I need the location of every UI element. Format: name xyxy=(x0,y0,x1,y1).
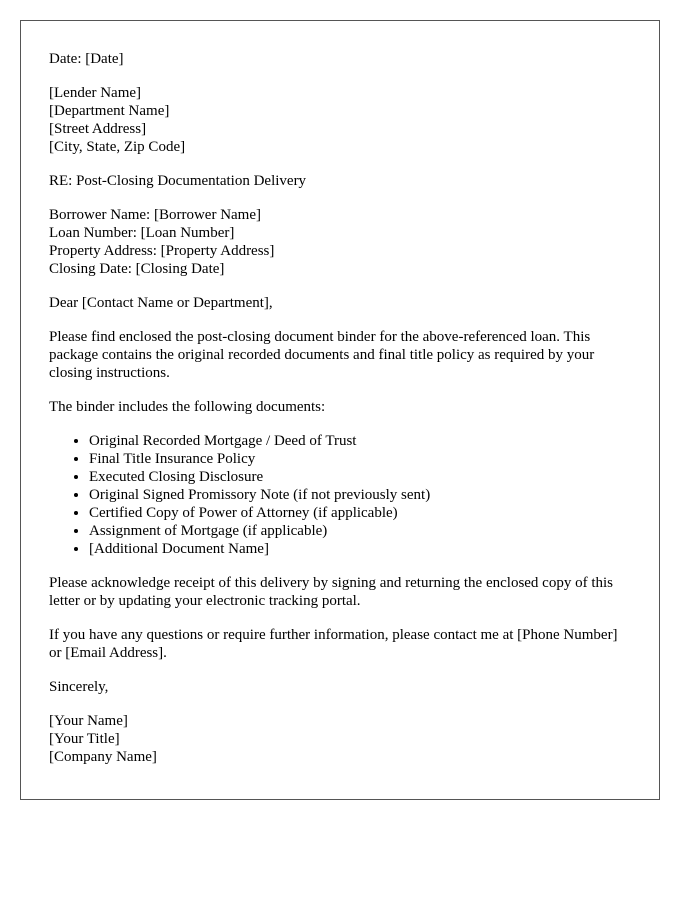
loan-info xyxy=(49,206,631,278)
list-intro-paragraph: The binder includes the following documents: xyxy=(49,399,326,415)
lender-name: [Lender Name] xyxy=(49,85,142,101)
list-item: • Assignment of Mortgage (if applicable) xyxy=(89,522,631,540)
street-address: [Street Address] xyxy=(49,121,147,137)
letter-page xyxy=(20,20,660,800)
subject-text: RE: Post-Closing Documentation Delivery xyxy=(49,173,307,189)
contact-paragraph: If you have any questions or require further information, please contact me at [Phone Number] or [Email Address]. xyxy=(49,627,618,661)
closing-date: Closing Date: [Closing Date] xyxy=(49,261,225,277)
list-item: • [Additional Document Name] xyxy=(89,540,631,558)
property-address: Property Address: [Property Address] xyxy=(49,243,275,259)
intro-paragraph: Please find enclosed the post-closing document binder for the above-referenced loan. This package contains the original recorded documents and final title policy as required by your closing instructions. xyxy=(49,329,595,381)
recipient-address xyxy=(49,84,631,156)
list-item: • Executed Closing Disclosure xyxy=(89,468,631,486)
subject-line xyxy=(49,172,631,190)
date-text: Date: [Date] xyxy=(49,51,124,67)
closing xyxy=(49,678,631,696)
closing-text: Sincerely, xyxy=(49,679,109,695)
date-line xyxy=(49,50,631,68)
department-name: [Department Name] xyxy=(49,103,170,119)
signature-block xyxy=(49,712,631,766)
salutation xyxy=(49,294,631,312)
borrower-name: Borrower Name: [Borrower Name] xyxy=(49,207,261,223)
list-item: • Original Signed Promissory Note (if not previously sent) xyxy=(89,486,631,504)
list-item: • Certified Copy of Power of Attorney (if applicable) xyxy=(89,504,631,522)
list-item: • Original Recorded Mortgage / Deed of Trust xyxy=(89,432,631,450)
signer-title: [Your Title] xyxy=(49,731,120,747)
signer-name: [Your Name] xyxy=(49,713,128,729)
acknowledge-paragraph: Please acknowledge receipt of this delivery by signing and returning the enclosed copy of this letter or by updating your electronic tracking portal. xyxy=(49,575,614,609)
salutation-text: Dear [Contact Name or Department], xyxy=(49,295,273,311)
loan-number: Loan Number: [Loan Number] xyxy=(49,225,235,241)
list-item: • Final Title Insurance Policy xyxy=(89,450,631,468)
signer-company: [Company Name] xyxy=(49,749,157,765)
city-state-zip: [City, State, Zip Code] xyxy=(49,139,186,155)
document-list xyxy=(49,432,631,558)
